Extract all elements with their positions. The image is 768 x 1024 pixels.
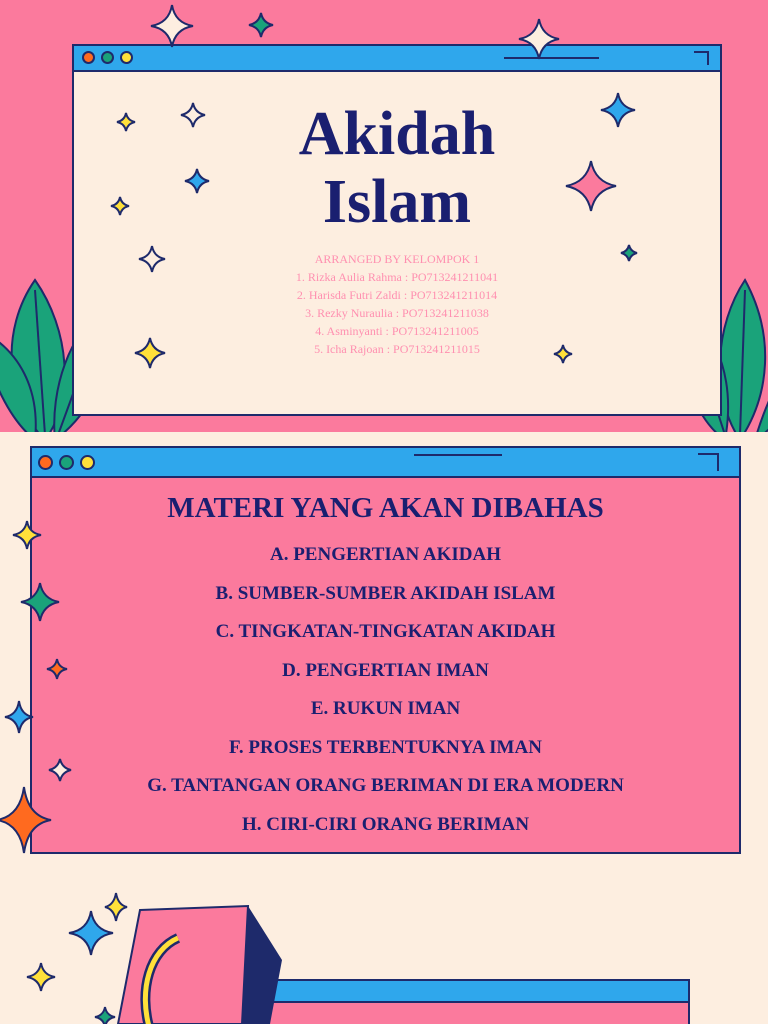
credits-heading: ARRANGED BY KELOMPOK 1: [314, 252, 480, 266]
sparkle-icon: [180, 102, 206, 128]
slide-title: [0, 0, 768, 432]
window-dot-yellow: [80, 455, 95, 470]
corner-bracket-icon: [692, 50, 712, 66]
titlebar-line: [414, 454, 502, 456]
window-titlebar: [32, 448, 739, 478]
sparkle-icon: [248, 12, 274, 38]
sparkle-icon: [110, 196, 130, 216]
sparkle-icon: [150, 4, 194, 48]
sparkle-icon: [0, 786, 52, 854]
member-3: 3. Rezky Nuraulia : PO713241211038: [305, 306, 489, 320]
sparkle-icon: [4, 700, 34, 734]
contents-item: G. TANTANGAN ORANG BERIMAN DI ERA MODERN: [147, 775, 624, 796]
contents-item: H. CIRI-CIRI ORANG BERIMAN: [241, 813, 530, 835]
contents-item: A. PENGERTIAN AKIDAH: [269, 544, 502, 565]
contents-heading: MATERI YANG AKAN DIBAHAS: [167, 492, 604, 524]
contents-window: [30, 446, 741, 854]
sparkle-icon: [94, 1006, 116, 1024]
sparkle-icon: [553, 344, 573, 364]
sparkle-icon: [620, 244, 638, 262]
window-dot-orange: [82, 51, 95, 64]
slide-next-partial: [0, 882, 768, 1024]
sparkle-icon: [565, 160, 617, 212]
sparkle-icon: [518, 18, 560, 60]
sparkle-icon: [138, 245, 166, 273]
sparkle-icon: [46, 658, 68, 680]
window-dot-green: [101, 51, 114, 64]
slide-contents: [0, 432, 768, 882]
sparkle-icon: [48, 758, 72, 782]
contents-item: E. RUKUN IMAN: [310, 698, 461, 719]
sparkle-icon: [116, 112, 136, 132]
sparkle-icon: [26, 962, 56, 992]
contents-item: D. PENGERTIAN IMAN: [282, 659, 489, 681]
window-dot-green: [59, 455, 74, 470]
sparkle-icon: [134, 337, 166, 369]
sparkle-icon: [184, 168, 210, 194]
title-line-2: Islam: [322, 168, 472, 236]
member-5: 5. Icha Rajoan : PO713241211015: [314, 342, 480, 356]
contents-item: B. SUMBER-SUMBER AKIDAH ISLAM: [215, 582, 556, 604]
title-line-1: Akidah: [298, 100, 496, 168]
graduation-cap-icon: [110, 900, 300, 1024]
sparkle-icon: [600, 92, 636, 128]
contents-item: C. TINGKATAN-TINGKATAN AKIDAH: [215, 621, 556, 642]
credits-block: [74, 250, 720, 358]
window-titlebar: [74, 46, 720, 72]
member-4: 4. Asminyanti : PO713241211005: [315, 324, 479, 338]
member-2: 2. Harisda Futri Zaldi : PO713241211014: [296, 288, 498, 302]
member-1: 1. Rizka Aulia Rahma : PO713241211041: [295, 270, 499, 284]
corner-bracket-icon: [696, 452, 722, 472]
window-dot-orange: [38, 455, 53, 470]
window-dot-yellow: [120, 51, 133, 64]
contents-list: [32, 544, 739, 852]
sparkle-icon: [12, 520, 42, 550]
sparkle-icon: [20, 582, 60, 622]
contents-item: F. PROSES TERBENTUKNYA IMAN: [229, 736, 542, 758]
sparkle-icon: [68, 910, 114, 956]
